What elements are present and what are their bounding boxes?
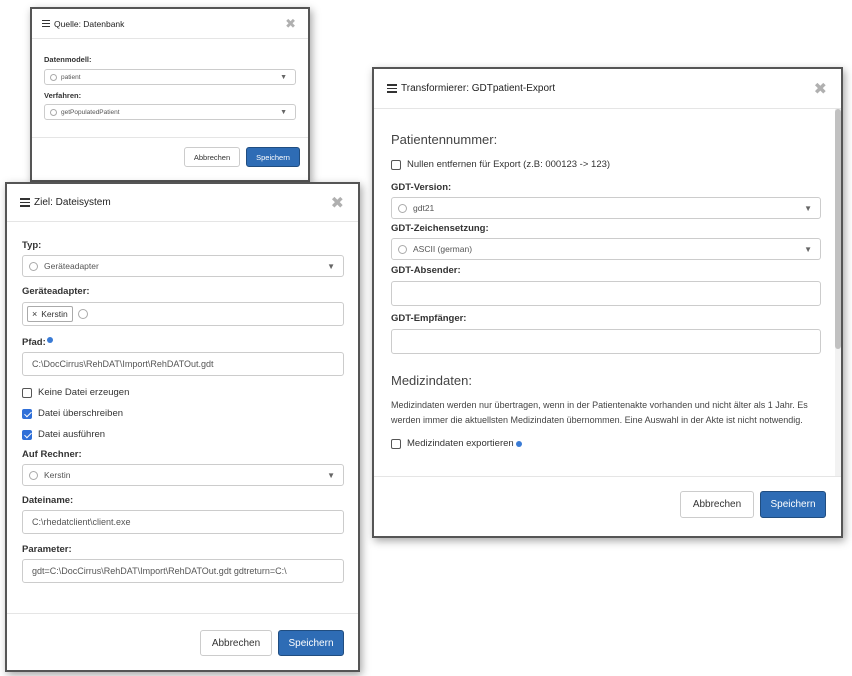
ausfuehren-checkbox[interactable] (22, 430, 32, 440)
close-icon[interactable]: ✖ (813, 80, 827, 98)
cancel-button[interactable]: Abbrechen (680, 491, 754, 518)
ausfuehren-row[interactable] (22, 429, 344, 440)
dateiname-value: C:\rhedatclient\client.exe (32, 517, 131, 527)
pfad-input[interactable] (22, 352, 344, 376)
search-icon (50, 109, 57, 116)
nullen-entfernen-checkbox[interactable] (391, 160, 401, 170)
keine-datei-checkbox[interactable] (22, 388, 32, 398)
quelle-dialog-header (32, 9, 308, 39)
quelle-dialog-footer (32, 137, 308, 180)
quelle-dialog (30, 7, 310, 182)
medizindaten-exportieren-label: Medizindaten exportieren (407, 438, 514, 449)
verfahren-label: Verfahren: (44, 91, 82, 100)
quelle-title-text: Quelle: Datenbank (54, 18, 125, 29)
parameter-value: gdt=C:\DocCirrus\RehDAT\Import\RehDATOut.gdt gdtreturn=C:\ (32, 566, 287, 576)
scrollbar[interactable] (835, 109, 841, 476)
ueberschreiben-label: Datei überschreiben (38, 408, 124, 419)
keine-datei-label: Keine Datei erzeugen (38, 387, 130, 398)
zeichensetzung-select[interactable] (391, 238, 821, 260)
empfaenger-label: GDT-Empfänger: (391, 313, 467, 324)
parameter-label: Parameter: (22, 544, 72, 555)
cancel-button[interactable]: Abbrechen (200, 630, 272, 656)
chevron-down-icon: ▼ (327, 470, 335, 480)
chevron-down-icon: ▼ (804, 244, 812, 254)
search-icon (50, 74, 57, 81)
cancel-button[interactable]: Abbrechen (184, 147, 240, 167)
absender-label: GDT-Absender: (391, 265, 461, 276)
info-icon[interactable] (516, 441, 522, 447)
selected-tag (27, 306, 73, 322)
parameter-input[interactable] (22, 559, 344, 583)
nullen-entfernen-label: Nullen entfernen für Export (z.B: 000123 -> 123) (407, 159, 611, 170)
close-icon[interactable]: ✖ (285, 15, 296, 31)
gdt-version-value: gdt21 (413, 203, 435, 213)
keine-datei-row[interactable] (22, 387, 344, 398)
transformierer-title-text: Transformierer: GDTpatient-Export (401, 83, 556, 94)
scrollbar-thumb[interactable] (835, 109, 841, 349)
ziel-dialog-header (7, 184, 358, 222)
search-icon (398, 204, 407, 213)
verfahren-value: getPopulatedPatient (61, 108, 120, 116)
quelle-dialog-title (42, 19, 124, 29)
medizindaten-exportieren-row[interactable] (391, 438, 821, 449)
save-button[interactable]: Speichern (760, 491, 826, 518)
ziel-dialog-title (20, 197, 111, 208)
verfahren-select[interactable] (44, 104, 296, 120)
datenmodell-label: Datenmodell: (44, 55, 92, 64)
search-icon (78, 309, 88, 319)
save-button[interactable]: Speichern (278, 630, 344, 656)
info-icon[interactable] (47, 337, 53, 343)
transformierer-dialog-footer (374, 476, 841, 536)
rechner-select[interactable] (22, 464, 344, 486)
list-icon (42, 20, 50, 27)
gdt-version-label: GDT-Version: (391, 182, 452, 193)
pfad-label-text: Pfad: (22, 337, 46, 348)
dateiname-label: Dateiname: (22, 495, 74, 506)
chevron-down-icon: ▼ (804, 203, 812, 213)
typ-value: Geräteadapter (44, 261, 99, 271)
search-icon (29, 262, 38, 271)
search-icon (29, 471, 38, 480)
gdt-version-select[interactable] (391, 197, 821, 219)
search-icon (398, 245, 407, 254)
pfad-label (22, 337, 344, 348)
empfaenger-input[interactable] (391, 329, 821, 354)
typ-label: Typ: (22, 240, 42, 251)
ziel-dialog (5, 182, 360, 672)
ziel-title-text: Ziel: Dateisystem (34, 197, 111, 208)
datenmodell-value: patient (61, 73, 81, 81)
geraeteadapter-multiselect[interactable] (22, 302, 344, 326)
pfad-value: C:\DocCirrus\RehDAT\Import\RehDATOut.gdt (32, 359, 214, 369)
chevron-down-icon: ▼ (280, 108, 287, 116)
medizindaten-exportieren-checkbox[interactable] (391, 439, 401, 449)
patientennummer-heading: Patientennummer: (391, 132, 498, 147)
list-icon (20, 198, 30, 207)
ziel-dialog-footer (7, 613, 358, 670)
chevron-down-icon: ▼ (280, 73, 287, 81)
transformierer-dialog (372, 67, 843, 538)
geraeteadapter-label: Geräteadapter: (22, 286, 90, 297)
transformierer-dialog-header (374, 69, 841, 109)
ueberschreiben-row[interactable] (22, 408, 344, 419)
medizindaten-description: Medizindaten werden nur übertragen, wenn in der Patientenakte vorhanden und nicht älter als 1 Jahr. Es werden immer die aktuellsten Medizindaten übernommen. Eine Auswahl in der Akte ist nicht notwendig. (391, 400, 808, 425)
close-icon[interactable]: ✖ (330, 194, 344, 212)
chevron-down-icon: ▼ (327, 261, 335, 271)
ausfuehren-label: Datei ausführen (38, 429, 106, 440)
remove-tag-icon[interactable]: × (32, 309, 38, 319)
geraeteadapter-tag-label: Kerstin (41, 309, 68, 319)
save-button[interactable]: Speichern (246, 147, 300, 167)
ueberschreiben-checkbox[interactable] (22, 409, 32, 419)
zeichensetzung-label: GDT-Zeichensetzung: (391, 223, 489, 234)
rechner-label: Auf Rechner: (22, 449, 82, 460)
medizindaten-heading: Medizindaten: (391, 373, 472, 388)
list-icon (387, 84, 397, 93)
rechner-value: Kerstin (44, 470, 71, 480)
nullen-entfernen-row[interactable] (391, 159, 821, 170)
absender-input[interactable] (391, 281, 821, 306)
transformierer-dialog-title (387, 83, 555, 94)
datenmodell-select[interactable] (44, 69, 296, 85)
typ-select[interactable] (22, 255, 344, 277)
dateiname-input[interactable] (22, 510, 344, 534)
zeichensetzung-value: ASCII (german) (413, 244, 473, 254)
